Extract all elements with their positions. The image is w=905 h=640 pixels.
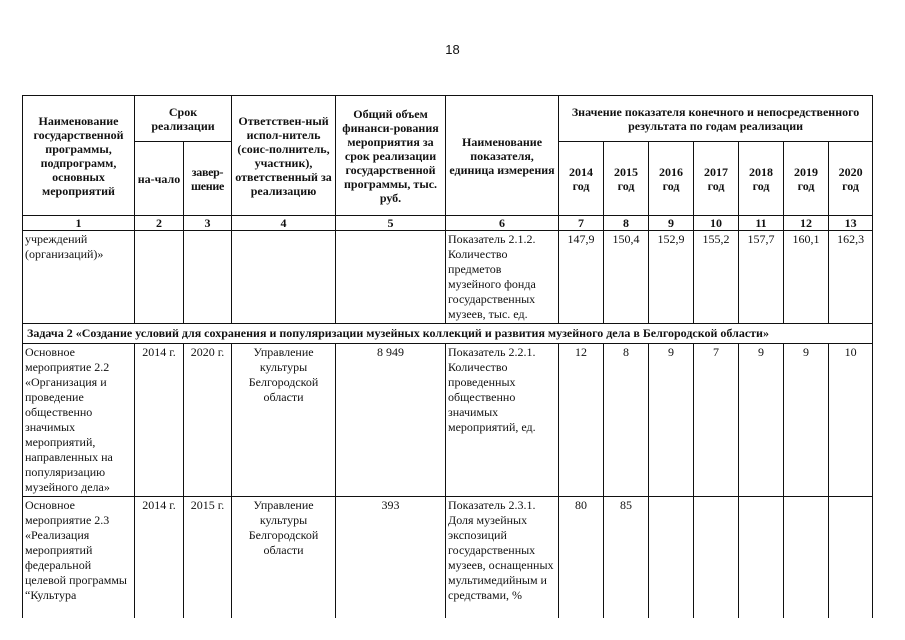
row-value: 9 <box>739 344 784 497</box>
row-value: 157,7 <box>739 231 784 324</box>
header-year-2016: 2016 год <box>649 142 694 216</box>
column-number: 7 <box>559 216 604 231</box>
task-row <box>23 324 873 344</box>
row-name: Основное мероприятие 2.2 «Организация и проведение общественно значимых мероприятий, направленных на популяризацию музейного дела» <box>23 344 135 497</box>
column-number-row <box>23 216 873 231</box>
header-year-2017: 2017 год <box>694 142 739 216</box>
column-number: 8 <box>604 216 649 231</box>
header-year-2020: 2020 год <box>829 142 873 216</box>
row-value: 9 <box>649 344 694 497</box>
header-values: Значение показателя конечного и непосредственного результата по годам реализации <box>559 96 873 142</box>
row-start <box>135 231 184 324</box>
column-number: 9 <box>649 216 694 231</box>
header-term-end: завер-шение <box>184 142 232 216</box>
column-number: 3 <box>184 216 232 231</box>
column-number: 4 <box>232 216 336 231</box>
row-value: 10 <box>829 344 873 497</box>
row-value: 152,9 <box>649 231 694 324</box>
row-name: учреждений (организаций)» <box>23 231 135 324</box>
task-title: Задача 2 «Создание условий для сохранения и популяризации музейных коллекций и развития музейного дела в Белгородской области» <box>23 324 873 344</box>
row-start: 2014 г. <box>135 344 184 497</box>
row-financing <box>336 231 446 324</box>
header-responsible: Ответствен-ный испол-нитель (соис-полнитель, участник), ответственный за реализацию <box>232 96 336 216</box>
row-value <box>739 497 784 618</box>
row-financing: 393 <box>336 497 446 618</box>
program-table <box>22 95 873 618</box>
header-year-2018: 2018 год <box>739 142 784 216</box>
row-start: 2014 г. <box>135 497 184 618</box>
header-financing: Общий объем финанси-рования мероприятия за срок реализации государственной программы, тыс. руб. <box>336 96 446 216</box>
row-value <box>649 497 694 618</box>
row-end: 2020 г. <box>184 344 232 497</box>
row-indicator: Показатель 2.2.1. Количество проведенных общественно значимых мероприятий, ед. <box>446 344 559 497</box>
column-number: 12 <box>784 216 829 231</box>
page-number: 18 <box>445 42 460 57</box>
row-name: Основное мероприятие 2.3 «Реализация мероприятий федеральной целевой программы “Культура <box>23 497 135 618</box>
row-value: 162,3 <box>829 231 873 324</box>
header-indicator: Наименование показателя, единица измерения <box>446 96 559 216</box>
row-value: 147,9 <box>559 231 604 324</box>
row-value <box>829 497 873 618</box>
row-value: 9 <box>784 344 829 497</box>
column-number: 1 <box>23 216 135 231</box>
column-number: 13 <box>829 216 873 231</box>
row-value: 7 <box>694 344 739 497</box>
row-end <box>184 231 232 324</box>
row-value: 8 <box>604 344 649 497</box>
column-number: 2 <box>135 216 184 231</box>
row-value: 80 <box>559 497 604 618</box>
row-indicator: Показатель 2.1.2. Количество предметов музейного фонда государственных музеев, тыс. ед. <box>446 231 559 324</box>
row-value: 160,1 <box>784 231 829 324</box>
header-year-2019: 2019 год <box>784 142 829 216</box>
column-number: 5 <box>336 216 446 231</box>
row-responsible <box>232 231 336 324</box>
table-row <box>23 231 873 324</box>
header-term-start: на-чало <box>135 142 184 216</box>
header-year-2014: 2014 год <box>559 142 604 216</box>
column-number: 6 <box>446 216 559 231</box>
row-end: 2015 г. <box>184 497 232 618</box>
row-value <box>694 497 739 618</box>
header-name: Наименование государственной программы, подпрограмм, основных мероприятий <box>23 96 135 216</box>
header-year-2015: 2015 год <box>604 142 649 216</box>
table-row <box>23 344 873 497</box>
row-value <box>784 497 829 618</box>
column-number: 10 <box>694 216 739 231</box>
row-responsible: Управление культуры Белгородской области <box>232 497 336 618</box>
row-value: 150,4 <box>604 231 649 324</box>
row-value: 155,2 <box>694 231 739 324</box>
row-indicator: Показатель 2.3.1. Доля музейных экспозиций государственных музеев, оснащенных мультимедийным и средствами, % <box>446 497 559 618</box>
row-responsible: Управление культуры Белгородской области <box>232 344 336 497</box>
header-term: Срок реализации <box>135 96 232 142</box>
row-financing: 8 949 <box>336 344 446 497</box>
table-row <box>23 497 873 618</box>
row-value: 12 <box>559 344 604 497</box>
column-number: 11 <box>739 216 784 231</box>
row-value: 85 <box>604 497 649 618</box>
